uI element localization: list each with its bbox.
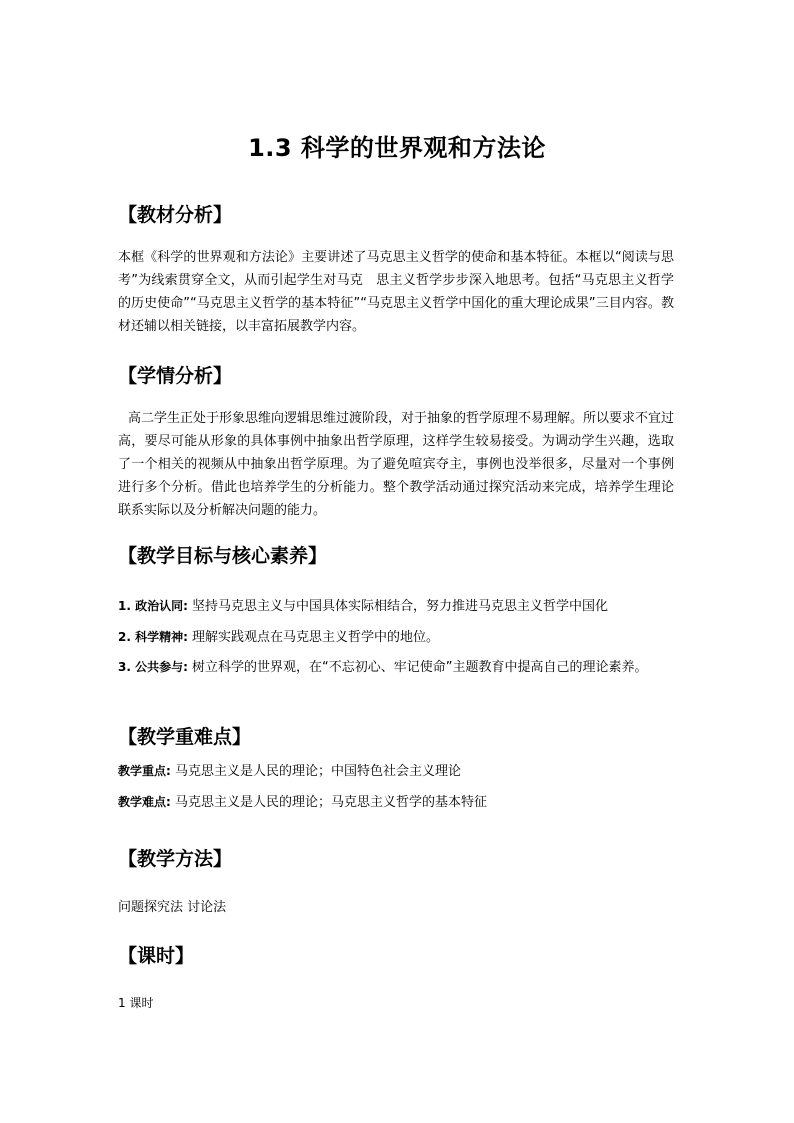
heading-teaching-goals: 【教学目标与核心素养】 [118,545,328,567]
heading-key-points: 【教学重难点】 [118,726,252,748]
goal-text: 理解实践观点在马克思主义哲学中的地位。 [192,630,440,645]
document-title: 1.3 科学的世界观和方法论 [248,134,546,162]
textbook-analysis-paragraph: 本框《科学的世界观和方法论》主要讲述了马克思主义哲学的使命和基本特征。本框以“阅读与思考”为线索贯穿全文，从而引起学生对马克 思主义哲学步步深入地思考。包括“马克思主义哲学的历史使命”“马克思主义哲学的基本特征”“马克思主义哲学中国化的重大理论成果”三目内容。教材还辅以相关链接，以丰富拓展教学内容。 [118,250,674,334]
key-point-item [118,760,678,783]
difficult-point-label: 教学难点: [118,795,171,809]
student-analysis-paragraph: 高二学生正处于形象思维向逻辑思维过渡阶段，对于抽象的哲学原理不易理解。所以要求不宜过高，要尽可能从形象的具体事例中抽象出哲学原理，这样学生较易接受。为调动学生兴趣，选取了一个相关的视频从中抽象出哲学原理。为了避免喧宾夺主，事例也没举很多，尽量对一个事例进行多个分析。借此也培养学生的分析能力。整个教学活动通过探究活动来完成，培养学生理论联系实际以及分析解决问题的能力。 [118,411,675,518]
heading-teaching-method: 【教学方法】 [118,848,233,870]
class-hours-text: 1 课时 [118,996,154,1010]
goal-label: 3. 公共参与: [118,660,188,674]
goal-item-political-identity [118,595,678,618]
heading-student-analysis: 【学情分析】 [118,365,233,387]
heading-textbook-analysis: 【教材分析】 [118,204,233,226]
heading-class-hours: 【课时】 [118,945,195,967]
difficult-point-text: 马克思主义是人民的理论；马克思主义哲学的基本特征 [174,795,487,810]
key-point-text: 马克思主义是人民的理论；中国特色社会主义理论 [174,764,461,779]
goal-item-scientific-spirit [118,626,678,649]
goal-label: 1. 政治认同: [118,599,188,613]
teaching-method-text: 问题探究法 讨论法 [118,900,227,915]
goal-item-public-participation [118,651,678,684]
goal-text: 坚持马克思主义与中国具体实际相结合，努力推进马克思主义哲学中国化 [192,599,609,614]
goal-text: 树立科学的世界观，在“不忘初心、牢记使命”主题教育中提高自己的理论素养。 [192,660,648,675]
difficult-point-item [118,791,678,814]
goal-label: 2. 科学精神: [118,630,188,644]
key-point-label: 教学重点: [118,764,171,778]
